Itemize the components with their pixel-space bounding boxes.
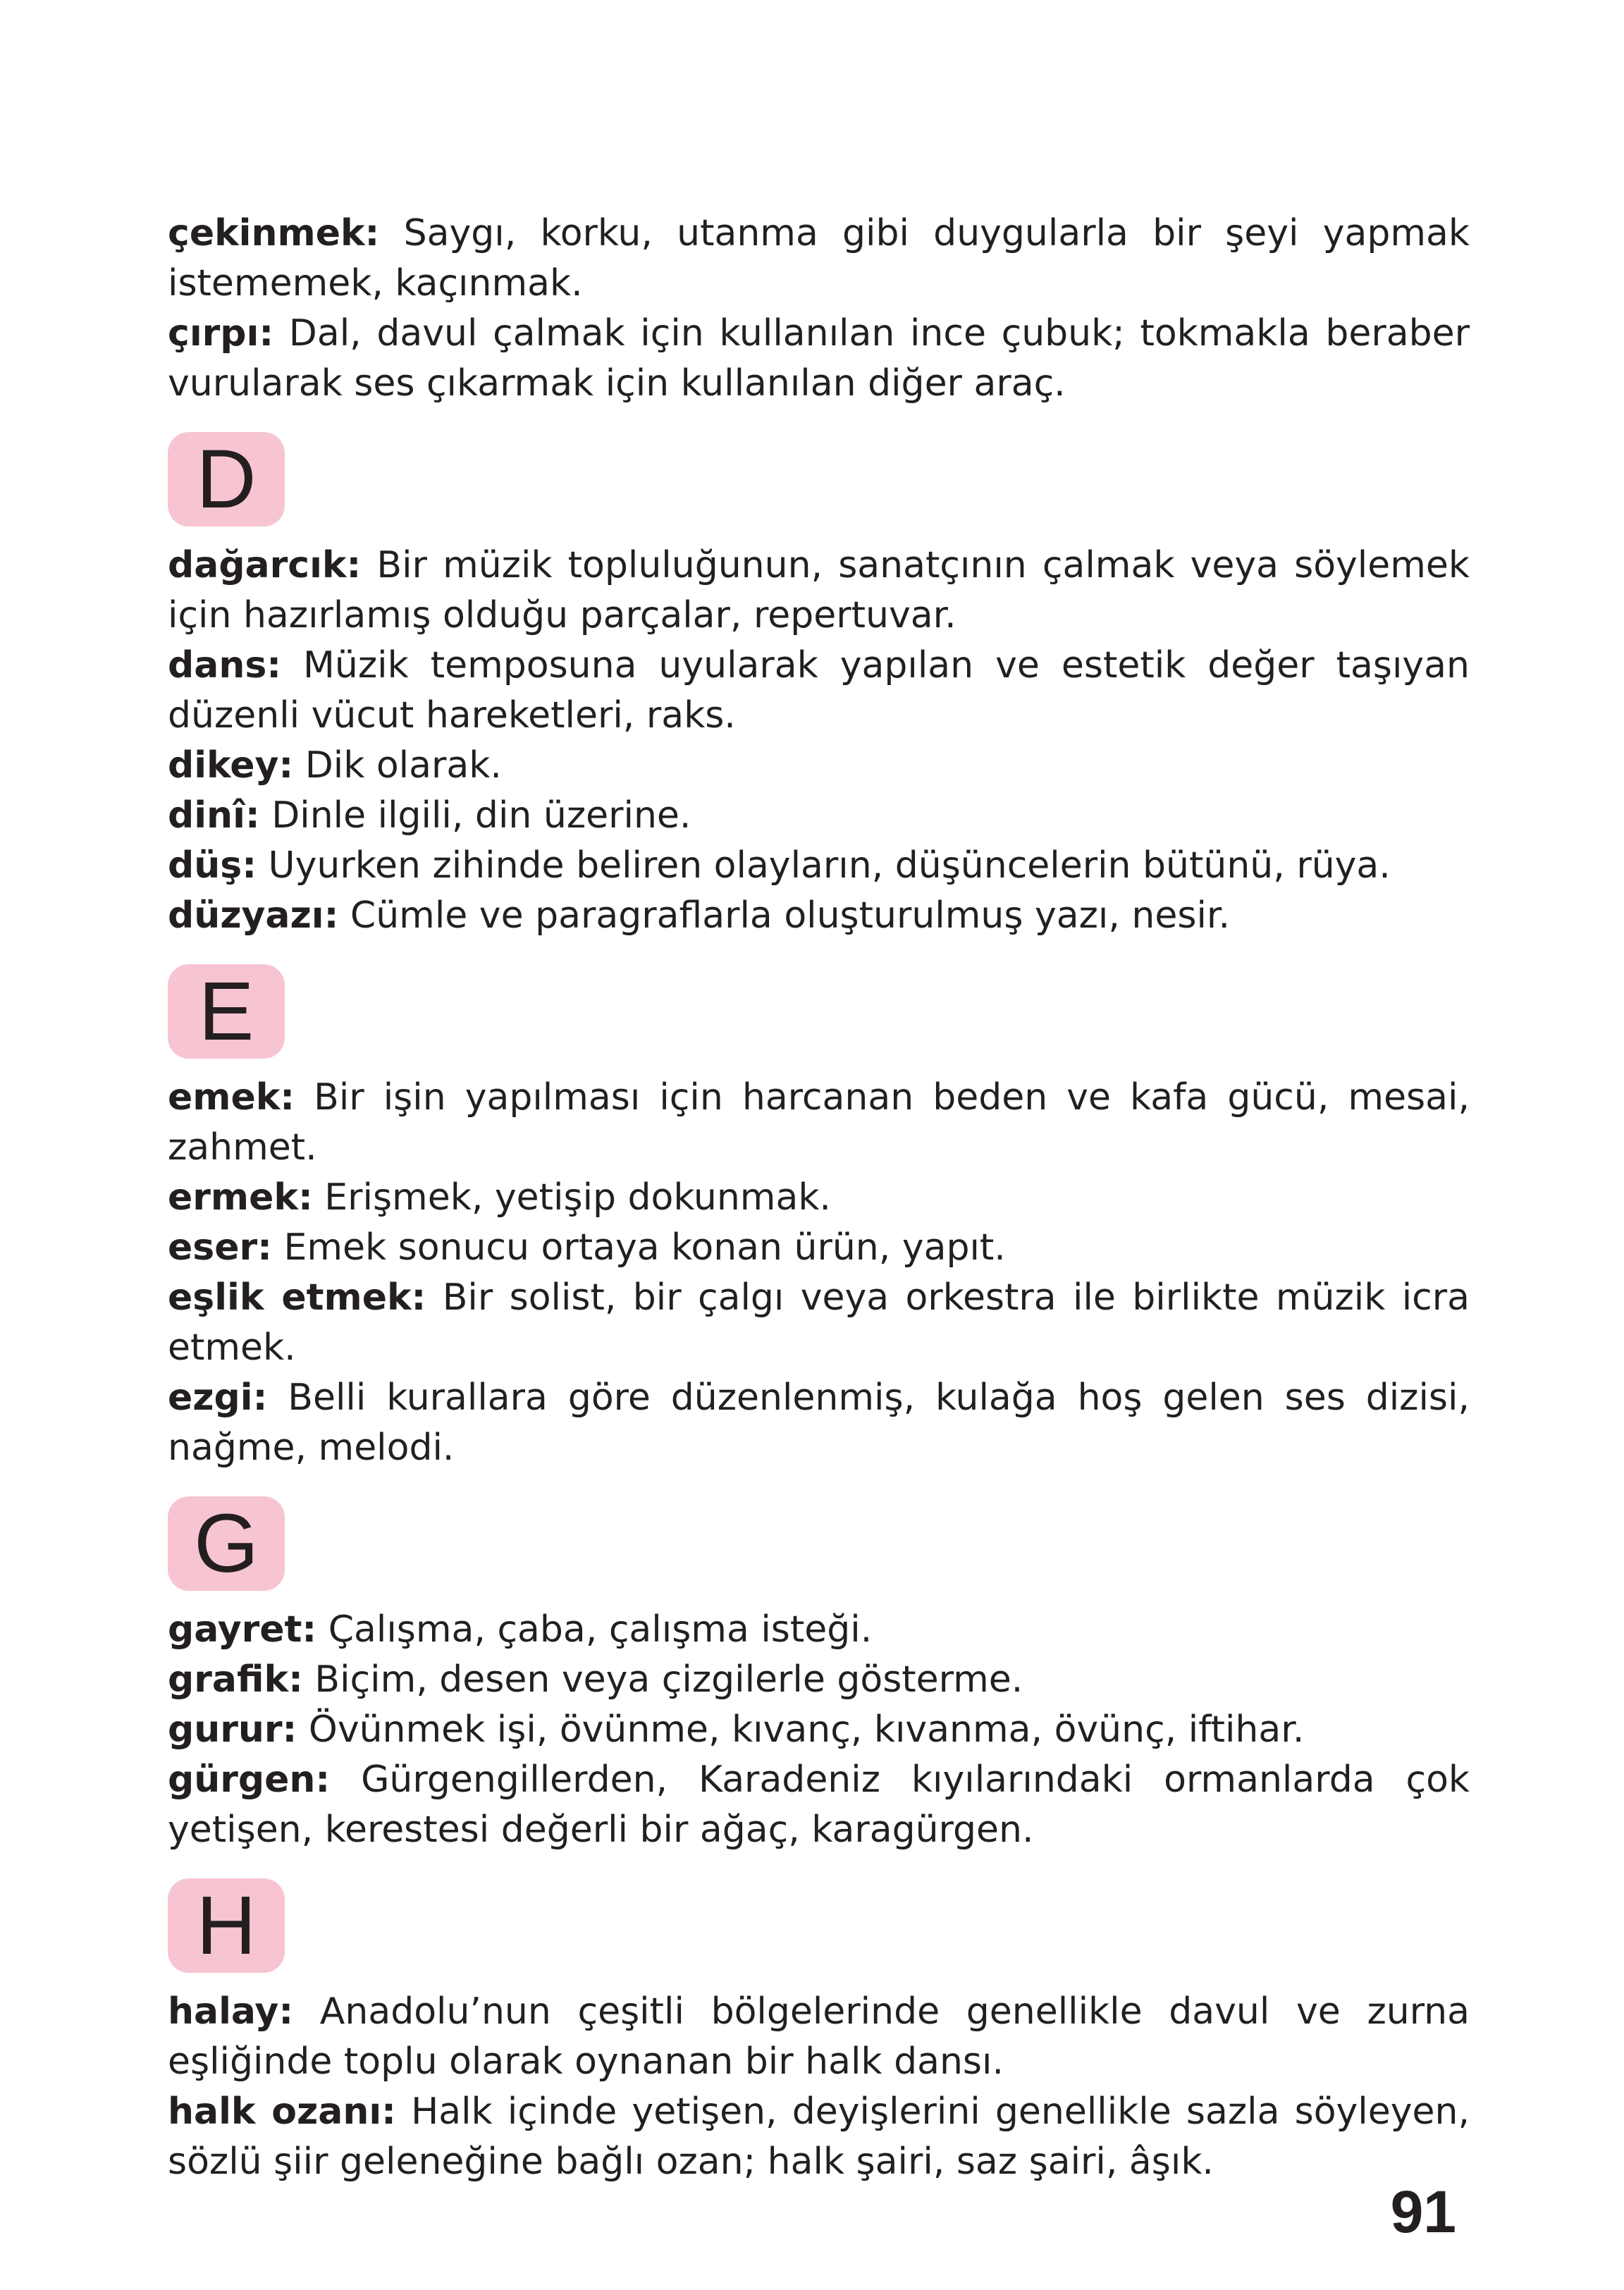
entry-definition: Çalışma, çaba, çalışma isteği. xyxy=(316,1608,873,1651)
entry-definition: Dik olarak. xyxy=(293,744,502,787)
glossary-entry xyxy=(168,841,1470,891)
glossary-entry xyxy=(168,1655,1470,1705)
entry-definition: Uyurken zihinde beliren olayların, düşüncelerin bütünü, rüya. xyxy=(257,844,1391,887)
entry-term: emek: xyxy=(168,1076,295,1119)
entry-term: gürgen: xyxy=(168,1759,331,1801)
entry-term: düzyazı: xyxy=(168,894,339,937)
glossary-entry xyxy=(168,1073,1470,1173)
entry-term: dans: xyxy=(168,644,282,687)
glossary-section xyxy=(168,209,1470,409)
glossary-entry xyxy=(168,1705,1470,1755)
entry-definition: Belli kurallara göre düzenlenmiş, kulağa hoş gelen ses dizisi, nağme, melodi. xyxy=(168,1377,1470,1469)
glossary-entry xyxy=(168,1755,1470,1855)
entry-definition: Biçim, desen veya çizgilerle gösterme. xyxy=(302,1658,1023,1701)
glossary-entry xyxy=(168,641,1470,741)
glossary-entry xyxy=(168,1273,1470,1373)
entry-definition: Övünmek işi, övünme, kıvanç, kıvanma, övünç, iftihar. xyxy=(297,1709,1305,1751)
glossary-section-h xyxy=(168,1878,1470,2187)
glossary-section-g xyxy=(168,1496,1470,1855)
glossary-entry xyxy=(168,1373,1470,1473)
entry-term: ermek: xyxy=(168,1176,313,1219)
entry-term: ezgi: xyxy=(168,1377,268,1419)
entry-definition: Emek sonucu ortaya konan ürün, yapıt. xyxy=(271,1226,1006,1269)
glossary-section-e xyxy=(168,964,1470,1473)
entry-definition: Dal, davul çalmak için kullanılan ince çubuk; tokmakla beraber vurularak ses çıkarmak için kullanılan diğer araç. xyxy=(168,312,1470,405)
entry-definition: Anadolu’nun çeşitli bölgelerinde genellikle davul ve zurna eşliğinde toplu olarak oynanan bir halk dansı. xyxy=(168,1990,1470,2083)
glossary-entry xyxy=(168,1173,1470,1223)
entry-term: gayret: xyxy=(168,1608,317,1651)
entry-definition: Bir işin yapılması için harcanan beden ve kafa gücü, mesai, zahmet. xyxy=(168,1076,1470,1169)
section-letter: H xyxy=(196,1879,257,1972)
glossary-content xyxy=(168,209,1470,2187)
entry-definition: Halk içinde yetişen, deyişlerini genellikle sazla söyleyen, sözlü şiir geleneğine bağlı ozan; halk şairi, saz şairi, âşık. xyxy=(168,2091,1470,2183)
entry-definition: Müzik temposuna uyularak yapılan ve estetik değer taşıyan düzenli vücut hareketleri, raks. xyxy=(168,644,1470,737)
entry-term: dinî: xyxy=(168,794,260,837)
entry-term: dağarcık: xyxy=(168,544,362,586)
glossary-entry xyxy=(168,791,1470,841)
entry-term: dikey: xyxy=(168,744,294,787)
page-number: 91 xyxy=(1390,2179,1456,2245)
entry-definition: Gürgengillerden, Karadeniz kıyılarındaki ormanlarda çok yetişen, kerestesi değerli bir ağaç, karagürgen. xyxy=(168,1759,1470,1851)
section-letter: E xyxy=(198,965,254,1058)
entry-definition: Dinle ilgili, din üzerine. xyxy=(259,794,691,837)
letter-badge xyxy=(168,1496,285,1591)
entry-definition: Bir müzik topluluğunun, sanatçının çalmak veya söylemek için hazırlamış olduğu parçalar, repertuvar. xyxy=(168,544,1470,636)
glossary-section-d xyxy=(168,432,1470,941)
entry-term: grafik: xyxy=(168,1658,303,1701)
glossary-entry xyxy=(168,1605,1470,1655)
entry-term: halay: xyxy=(168,1990,294,2033)
glossary-entry xyxy=(168,1987,1470,2087)
entry-term: düş: xyxy=(168,844,257,887)
glossary-entry xyxy=(168,309,1470,409)
entry-definition: Cümle ve paragraflarla oluşturulmuş yazı, nesir. xyxy=(338,894,1231,937)
letter-badge xyxy=(168,1878,285,1973)
section-letter: G xyxy=(194,1497,259,1590)
glossary-entry xyxy=(168,541,1470,641)
entry-definition: Erişmek, yetişip dokunmak. xyxy=(312,1176,831,1219)
entry-definition: Bir solist, bir çalgı veya orkestra ile birlikte müzik icra etmek. xyxy=(168,1276,1470,1369)
entry-term: çekinmek: xyxy=(168,212,380,254)
glossary-entry xyxy=(168,741,1470,791)
entry-term: eşlik etmek: xyxy=(168,1276,426,1319)
entry-definition: Saygı, korku, utanma gibi duygularla bir şeyi yapmak istememek, kaçınmak. xyxy=(168,212,1470,304)
section-letter: D xyxy=(196,433,257,526)
entry-term: halk ozanı: xyxy=(168,2091,396,2133)
entry-term: gurur: xyxy=(168,1709,297,1751)
letter-badge xyxy=(168,432,285,527)
glossary-entry xyxy=(168,891,1470,941)
glossary-entry xyxy=(168,209,1470,309)
entry-term: çırpı: xyxy=(168,312,274,355)
entry-term: eser: xyxy=(168,1226,272,1269)
letter-badge xyxy=(168,964,285,1059)
glossary-entry xyxy=(168,1223,1470,1273)
glossary-entry xyxy=(168,2087,1470,2187)
